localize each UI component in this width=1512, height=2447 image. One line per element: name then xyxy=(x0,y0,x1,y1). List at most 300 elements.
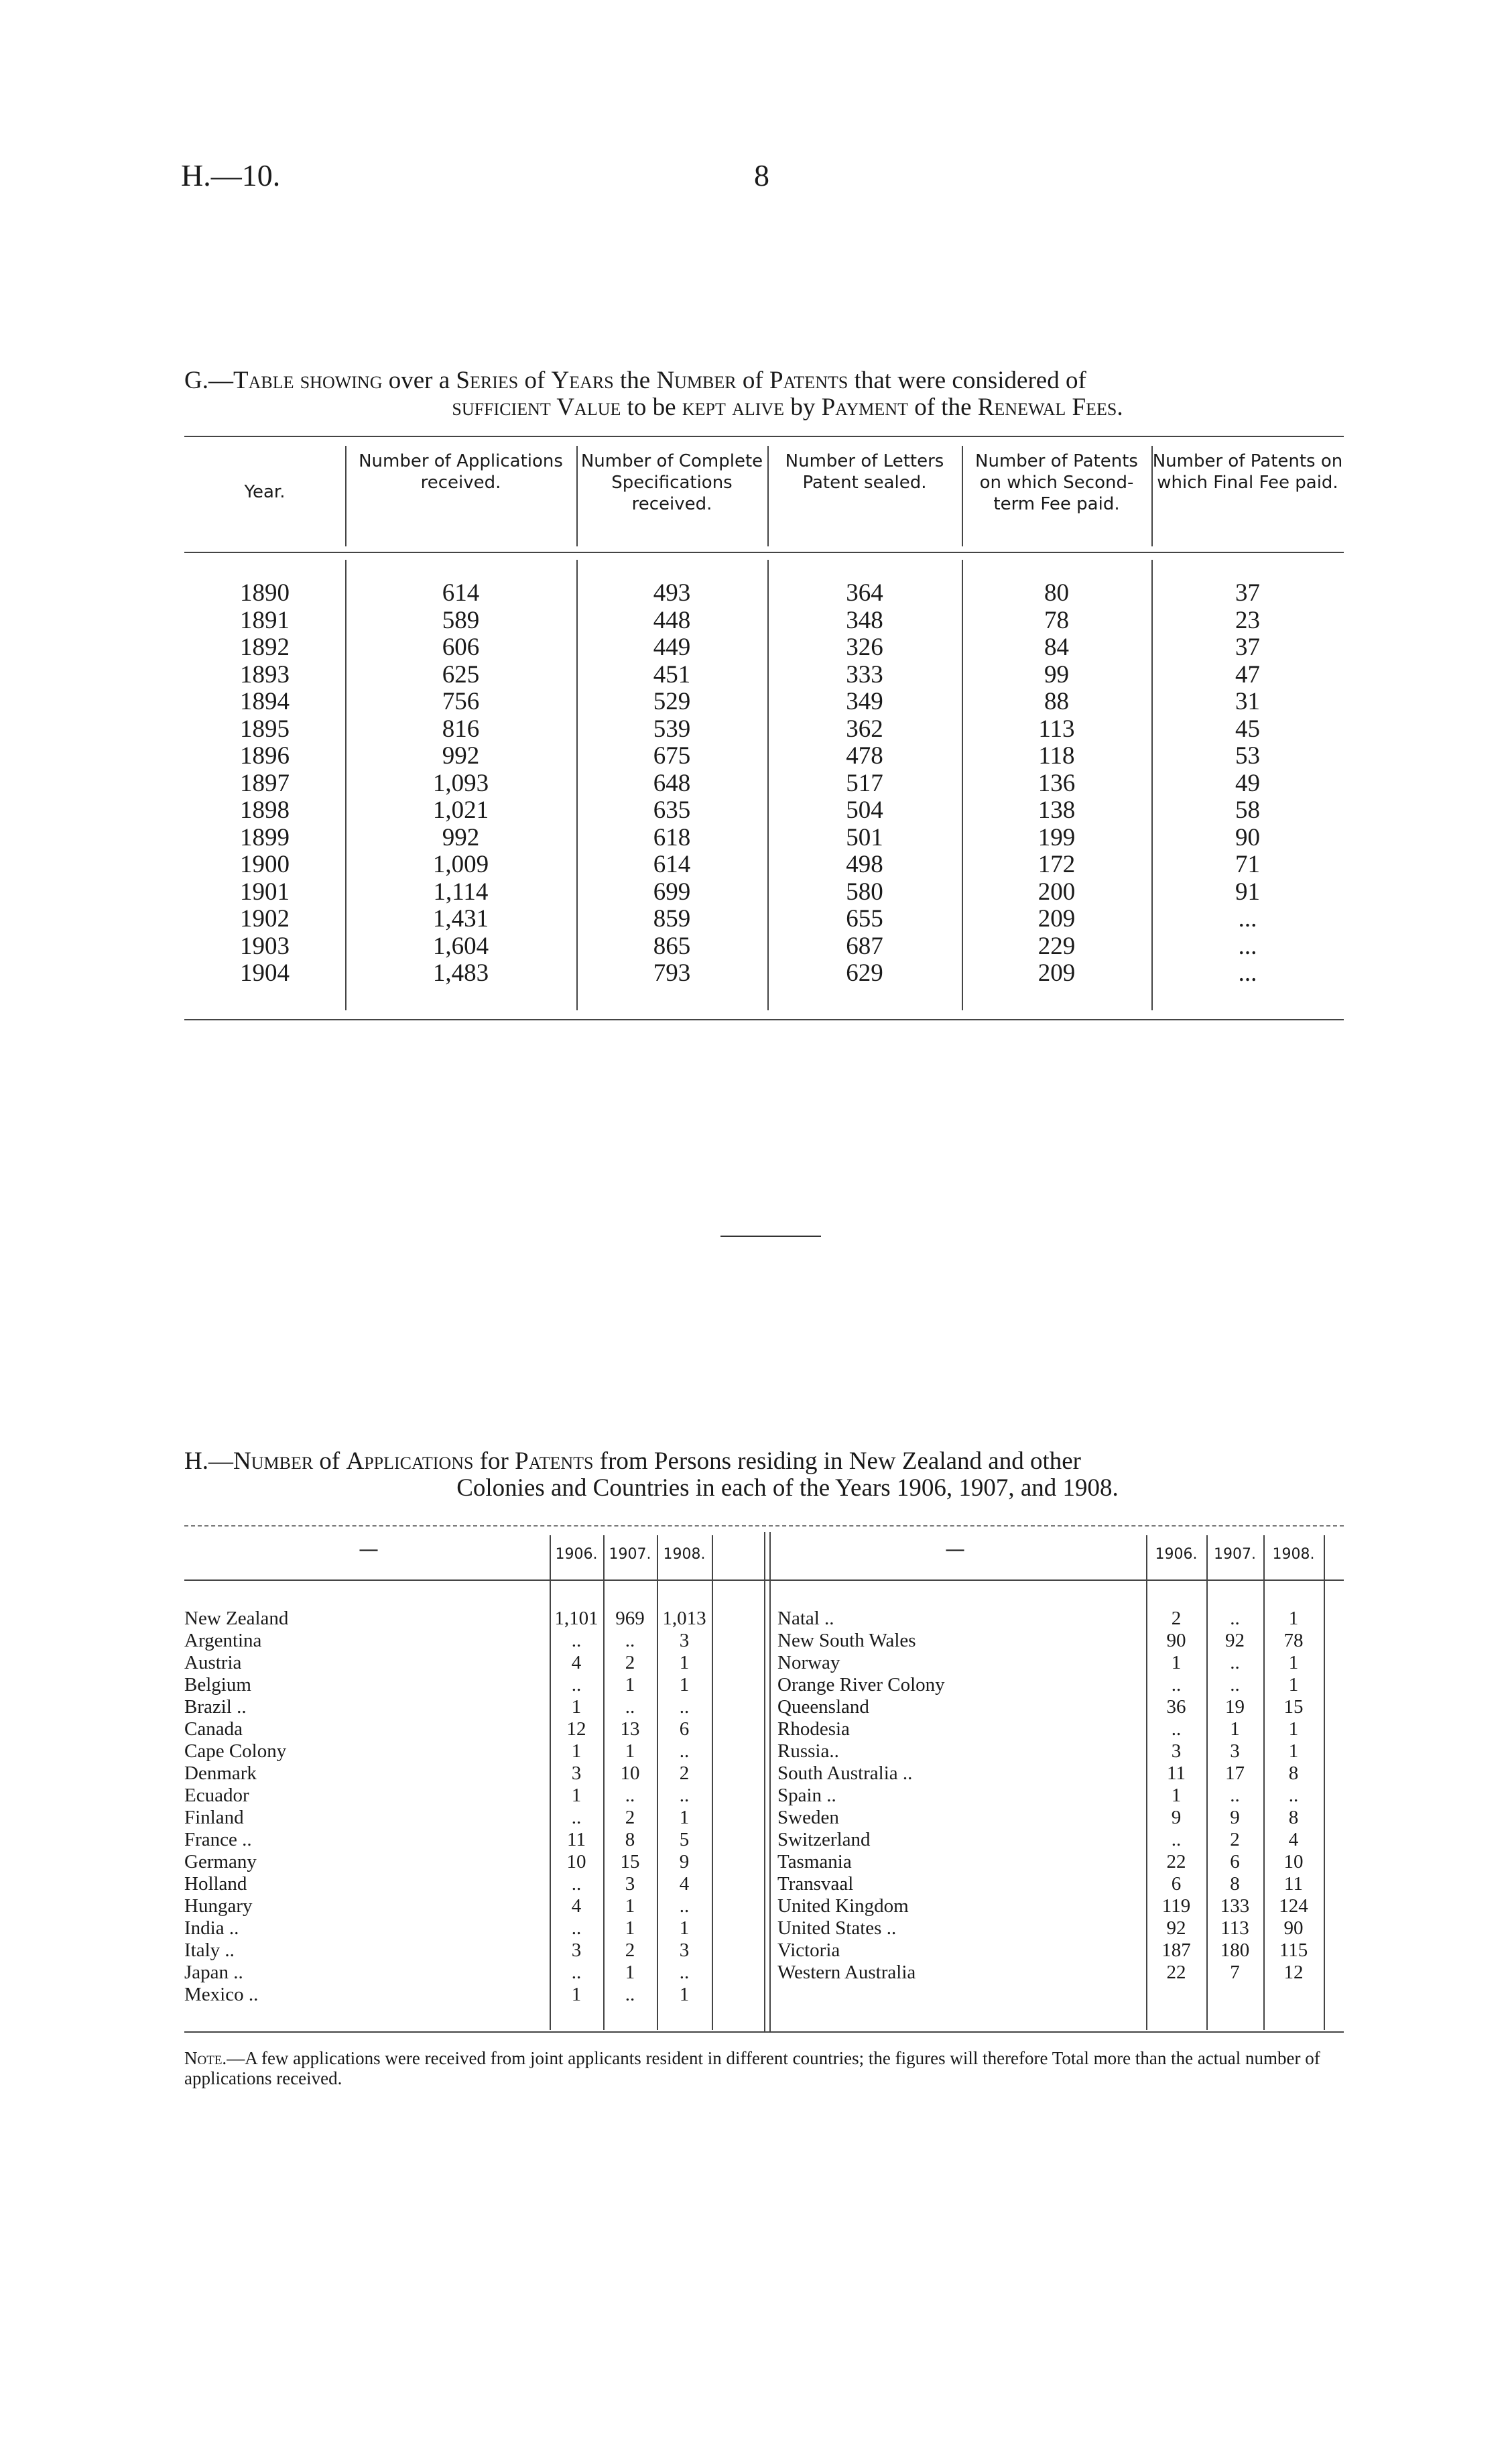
table-cell: 1,101 xyxy=(554,1608,598,1629)
table-cell: 88 xyxy=(1044,688,1069,715)
title-fragment: to be xyxy=(621,394,682,421)
table-cell: 138 xyxy=(1037,796,1076,824)
table-cell: 1 xyxy=(571,1785,582,1806)
table-cell: 3 xyxy=(1171,1740,1182,1762)
table-cell: 1900 xyxy=(240,851,290,878)
country-name: Denmark xyxy=(184,1763,257,1784)
title-fragment: Patents xyxy=(515,1447,594,1475)
table-g-column-header: Number of Patents on which Final Fee paid. xyxy=(1152,451,1343,493)
title-fragment: kept alive xyxy=(682,394,785,421)
country-name: Switzerland xyxy=(777,1829,871,1850)
table-cell: 3 xyxy=(1230,1740,1240,1762)
table-cell: 80 xyxy=(1044,579,1069,607)
table-h-row-right xyxy=(0,1917,1512,1939)
table-row xyxy=(0,879,1512,906)
table-row xyxy=(0,960,1512,987)
table-cell: 1903 xyxy=(240,932,290,960)
country-name: Norway xyxy=(777,1652,840,1673)
table-cell: 6 xyxy=(1171,1873,1182,1895)
table-cell: ... xyxy=(1238,905,1257,933)
table-row xyxy=(0,689,1512,715)
table-cell: 4 xyxy=(571,1895,582,1917)
table-h-row-right xyxy=(0,1674,1512,1696)
table-row xyxy=(0,580,1512,607)
table-cell: .. xyxy=(571,1873,582,1895)
table-cell: 58 xyxy=(1235,796,1260,824)
table-cell: .. xyxy=(571,1917,582,1939)
table-cell: 1904 xyxy=(240,959,290,987)
table-cell: 1 xyxy=(571,1984,582,2005)
table-cell: 15 xyxy=(1283,1696,1304,1718)
table-cell: .. xyxy=(625,1696,635,1718)
table-g-bottom-rule xyxy=(184,1019,1344,1020)
table-cell: 1 xyxy=(1288,1608,1299,1629)
title-fragment: Patents xyxy=(769,367,848,394)
table-cell: 3 xyxy=(571,1763,582,1784)
table-cell: 1,013 xyxy=(662,1608,706,1629)
table-h-note xyxy=(184,2048,1357,2088)
table-row xyxy=(0,797,1512,824)
table-cell: 91 xyxy=(1235,878,1260,906)
country-name: Orange River Colony xyxy=(777,1674,945,1695)
table-cell: 348 xyxy=(846,606,883,634)
table-cell: 1894 xyxy=(240,688,290,715)
title-fragment: by xyxy=(784,394,822,421)
title-fragment: Applications xyxy=(346,1447,474,1475)
table-cell: 606 xyxy=(442,634,480,661)
table-cell: 92 xyxy=(1166,1917,1186,1939)
country-name: Western Australia xyxy=(777,1962,916,1983)
table-row xyxy=(0,662,1512,689)
table-cell: 1 xyxy=(679,1917,690,1939)
table-cell: 200 xyxy=(1037,878,1076,906)
table-cell: 614 xyxy=(653,851,691,878)
table-cell: 580 xyxy=(846,878,883,906)
table-cell: 1 xyxy=(1171,1652,1182,1673)
table-h-year-header: 1908. xyxy=(663,1546,706,1563)
table-cell: 1 xyxy=(679,1674,690,1695)
table-cell: 90 xyxy=(1283,1917,1304,1939)
table-cell: 362 xyxy=(846,715,883,743)
table-cell: 1,604 xyxy=(432,932,489,960)
table-cell: 78 xyxy=(1283,1630,1304,1651)
table-cell: 118 xyxy=(1038,742,1075,770)
table-cell: 1,114 xyxy=(433,878,489,906)
title-fragment: of xyxy=(736,367,769,394)
table-cell: 180 xyxy=(1220,1939,1250,1961)
table-cell: 124 xyxy=(1279,1895,1308,1917)
table-h-row-right xyxy=(0,1873,1512,1895)
table-cell: 625 xyxy=(442,660,480,689)
table-cell: ... xyxy=(1238,932,1257,960)
table-cell: .. xyxy=(1171,1674,1182,1695)
table-cell: 493 xyxy=(653,579,691,607)
table-cell: 1 xyxy=(571,1740,582,1762)
table-cell: 478 xyxy=(846,742,883,770)
table-cell: 53 xyxy=(1235,742,1260,770)
table-g-header-rule xyxy=(184,552,1344,553)
table-cell: 49 xyxy=(1235,769,1260,797)
table-row xyxy=(0,906,1512,933)
table-cell: 9 xyxy=(1230,1807,1240,1828)
country-name: Sweden xyxy=(777,1807,839,1828)
table-cell: 22 xyxy=(1166,1962,1186,1983)
table-cell: 23 xyxy=(1235,606,1260,634)
country-name: Germany xyxy=(184,1851,257,1872)
country-name: Austria xyxy=(184,1652,242,1673)
table-cell: 4 xyxy=(679,1873,690,1895)
table-g-title xyxy=(184,367,1350,421)
table-cell: 133 xyxy=(1220,1895,1250,1917)
country-name: United States .. xyxy=(777,1917,897,1939)
note-text: —A few applications were received from joint applicants resident in different countries; the figures will therefore Total more than the actual number of applications received. xyxy=(184,2048,1320,2088)
title-fragment: G.— xyxy=(184,367,233,394)
table-cell: 10 xyxy=(1283,1851,1304,1872)
table-cell: .. xyxy=(571,1630,582,1651)
table-h-dash-header: — xyxy=(359,1538,379,1561)
page-header-code: H.—10. xyxy=(181,158,281,192)
table-row xyxy=(0,634,1512,661)
country-name: France .. xyxy=(184,1829,252,1850)
title-fragment: of xyxy=(313,1447,346,1475)
table-cell: 9 xyxy=(679,1851,690,1872)
country-name: Queensland xyxy=(777,1696,869,1718)
table-cell: 209 xyxy=(1037,905,1076,933)
table-cell: 9 xyxy=(1171,1807,1182,1828)
table-cell: 84 xyxy=(1044,634,1069,661)
table-cell: 36 xyxy=(1166,1696,1186,1718)
table-cell: 589 xyxy=(442,606,480,634)
table-cell: 90 xyxy=(1166,1630,1186,1651)
table-cell: 1,009 xyxy=(432,851,489,878)
table-cell: 1897 xyxy=(240,769,290,797)
table-cell: 501 xyxy=(846,823,883,851)
table-cell: 1 xyxy=(571,1696,582,1718)
table-cell: 517 xyxy=(846,769,883,797)
table-cell: .. xyxy=(679,1962,690,1983)
table-h-year-header: 1908. xyxy=(1272,1546,1315,1563)
table-cell: 22 xyxy=(1166,1851,1186,1872)
table-cell: 1 xyxy=(1288,1674,1299,1695)
table-g-column-header: Year. xyxy=(244,482,286,502)
country-name: Belgium xyxy=(184,1674,251,1695)
title-fragment: Table showing xyxy=(233,367,383,394)
table-h-year-header: 1907. xyxy=(609,1546,651,1563)
table-cell: 187 xyxy=(1161,1939,1191,1961)
table-row xyxy=(0,770,1512,797)
table-cell: 1892 xyxy=(240,634,290,661)
table-h-row-right xyxy=(0,1608,1512,1630)
table-cell: 3 xyxy=(625,1873,635,1895)
country-name: Cape Colony xyxy=(184,1740,287,1762)
table-cell: 31 xyxy=(1235,688,1260,715)
table-cell: .. xyxy=(625,1785,635,1806)
table-h-dash-header: — xyxy=(945,1538,965,1561)
table-cell: .. xyxy=(625,1630,635,1651)
country-name: Spain .. xyxy=(777,1785,836,1806)
country-name: United Kingdom xyxy=(777,1895,909,1917)
table-h-year-header: 1906. xyxy=(555,1546,598,1563)
table-cell: 1902 xyxy=(240,905,290,933)
table-cell: 15 xyxy=(620,1851,640,1872)
table-cell: 969 xyxy=(615,1608,645,1629)
table-cell: 1 xyxy=(679,1807,690,1828)
table-cell: .. xyxy=(1288,1785,1299,1806)
table-cell: 449 xyxy=(653,634,691,661)
table-h-top-rule xyxy=(184,1525,1344,1527)
title-fragment: the xyxy=(613,367,657,394)
note-label: Note. xyxy=(184,2048,227,2068)
table-cell: 1 xyxy=(1230,1718,1240,1740)
country-name: New Zealand xyxy=(184,1608,289,1629)
table-h-row-right xyxy=(0,1696,1512,1718)
country-name: New South Wales xyxy=(777,1630,916,1651)
table-cell: 71 xyxy=(1235,851,1260,878)
table-cell: 529 xyxy=(653,688,691,715)
table-cell: 1,093 xyxy=(432,769,489,797)
country-name: South Australia .. xyxy=(777,1763,913,1784)
table-row xyxy=(0,716,1512,743)
table-cell: 635 xyxy=(653,796,691,824)
table-cell: 687 xyxy=(846,932,883,960)
title-fragment: from Persons residing in New Zealand and other xyxy=(593,1447,1081,1475)
table-g-column-header: Number of Patents on which Second-term Fee paid. xyxy=(975,451,1138,514)
table-cell: .. xyxy=(1171,1718,1182,1740)
country-name: Ecuador xyxy=(184,1785,249,1806)
table-cell: 3 xyxy=(679,1939,690,1961)
country-name: Rhodesia xyxy=(777,1718,850,1740)
title-fragment: H.— xyxy=(184,1447,233,1475)
table-cell: 451 xyxy=(653,660,691,689)
table-row xyxy=(0,825,1512,851)
table-h-title-line2: Colonies and Countries in each of the Years 1906, 1907, and 1908. xyxy=(456,1474,1119,1502)
table-h-year-header: 1906. xyxy=(1155,1546,1198,1563)
table-cell: 1891 xyxy=(240,606,290,634)
title-fragment: that were considered of xyxy=(848,367,1086,394)
table-cell: 4 xyxy=(1288,1829,1299,1850)
title-fragment: Number xyxy=(656,367,737,394)
table-cell: 992 xyxy=(442,823,480,851)
table-cell: 2 xyxy=(625,1652,635,1673)
table-cell: 8 xyxy=(625,1829,635,1850)
table-cell: .. xyxy=(571,1807,582,1828)
table-cell: 448 xyxy=(653,606,691,634)
title-fragment: Renewal Fees xyxy=(977,394,1117,421)
table-cell: 2 xyxy=(1171,1608,1182,1629)
table-cell: 333 xyxy=(846,660,883,689)
table-cell: 99 xyxy=(1044,660,1069,689)
table-cell: 113 xyxy=(1038,715,1075,743)
table-cell: 8 xyxy=(1230,1873,1240,1895)
table-g-column-header: Number of Applications received. xyxy=(359,451,563,493)
table-cell: 1 xyxy=(1171,1785,1182,1806)
table-cell: 699 xyxy=(653,878,691,906)
table-cell: .. xyxy=(1171,1829,1182,1850)
table-cell: 1 xyxy=(1288,1740,1299,1762)
table-cell: 1890 xyxy=(240,579,290,607)
table-h-row-right xyxy=(0,1895,1512,1917)
table-cell: 11 xyxy=(567,1829,586,1850)
country-name: Natal .. xyxy=(777,1608,834,1629)
table-cell: 1 xyxy=(625,1674,635,1695)
table-cell: 756 xyxy=(442,688,480,715)
table-cell: 37 xyxy=(1235,634,1260,661)
table-cell: .. xyxy=(679,1696,690,1718)
table-cell: 1 xyxy=(679,1652,690,1673)
table-cell: .. xyxy=(679,1740,690,1762)
table-cell: 1 xyxy=(625,1740,635,1762)
table-cell: 1,021 xyxy=(432,796,489,824)
table-cell: .. xyxy=(679,1785,690,1806)
country-name: Mexico .. xyxy=(184,1984,259,2005)
table-cell: .. xyxy=(1230,1608,1240,1629)
table-cell: 2 xyxy=(625,1939,635,1961)
table-h-row-right xyxy=(0,1851,1512,1873)
table-cell: 1895 xyxy=(240,715,290,743)
table-cell: 2 xyxy=(679,1763,690,1784)
country-name: Transvaal xyxy=(777,1873,854,1895)
country-name: Finland xyxy=(184,1807,244,1828)
table-cell: 229 xyxy=(1037,932,1076,960)
table-h-row-right xyxy=(0,1718,1512,1740)
table-cell: 504 xyxy=(846,796,883,824)
table-cell: 1896 xyxy=(240,742,290,770)
country-name: Canada xyxy=(184,1718,243,1740)
country-name: Brazil .. xyxy=(184,1696,247,1718)
table-cell: 629 xyxy=(846,959,883,987)
table-cell: 865 xyxy=(653,932,691,960)
table-cell: 78 xyxy=(1044,606,1069,634)
table-cell: 614 xyxy=(442,579,480,607)
table-h-row-right xyxy=(0,1962,1512,1984)
title-fragment: . xyxy=(1117,394,1123,421)
table-cell: .. xyxy=(571,1674,582,1695)
table-cell: 12 xyxy=(566,1718,586,1740)
table-cell: 1 xyxy=(625,1895,635,1917)
table-cell: 209 xyxy=(1037,959,1076,987)
title-fragment: Number xyxy=(233,1447,314,1475)
table-row xyxy=(0,851,1512,878)
title-fragment: Series xyxy=(456,367,519,394)
table-h-row-left xyxy=(0,1984,1512,2006)
table-cell: 3 xyxy=(679,1630,690,1651)
table-h-year-header: 1907. xyxy=(1214,1546,1256,1563)
table-h-bottom-rule xyxy=(184,2031,1344,2033)
country-name: India .. xyxy=(184,1917,239,1939)
table-cell: 1,431 xyxy=(432,905,489,933)
table-h-title xyxy=(184,1448,1350,1502)
table-cell: 12 xyxy=(1283,1962,1304,1983)
table-h-row-right xyxy=(0,1630,1512,1652)
title-fragment: of xyxy=(518,367,552,394)
table-cell: 1 xyxy=(625,1917,635,1939)
table-cell: 7 xyxy=(1230,1962,1240,1983)
table-h-row-right xyxy=(0,1939,1512,1962)
table-g-column-header: Number of Complete Specifications received. xyxy=(580,451,763,514)
table-cell: 136 xyxy=(1037,769,1076,797)
table-h-row-right xyxy=(0,1763,1512,1785)
table-cell: 498 xyxy=(846,851,883,878)
table-cell: .. xyxy=(1230,1652,1240,1673)
table-cell: 1901 xyxy=(240,878,290,906)
table-h-row-right xyxy=(0,1740,1512,1763)
title-fragment: Years xyxy=(551,367,614,394)
table-cell: 115 xyxy=(1279,1939,1308,1961)
table-cell: 349 xyxy=(846,688,883,715)
table-cell: 648 xyxy=(653,769,691,797)
table-cell: 11 xyxy=(1284,1873,1303,1895)
table-cell: 1 xyxy=(625,1962,635,1983)
table-cell: 618 xyxy=(653,823,691,851)
table-cell: .. xyxy=(1230,1785,1240,1806)
table-cell: 364 xyxy=(846,579,883,607)
table-cell: 1893 xyxy=(240,660,290,689)
table-cell: ... xyxy=(1238,959,1257,987)
country-name: Japan .. xyxy=(184,1962,243,1983)
table-cell: 3 xyxy=(571,1939,582,1961)
table-cell: .. xyxy=(679,1895,690,1917)
country-name: Russia.. xyxy=(777,1740,839,1762)
table-cell: 92 xyxy=(1225,1630,1245,1651)
table-cell: 11 xyxy=(1167,1763,1186,1784)
table-cell: .. xyxy=(571,1962,582,1983)
table-cell: 1 xyxy=(679,1984,690,2005)
table-cell: 655 xyxy=(846,905,883,933)
table-h-row-right xyxy=(0,1652,1512,1674)
table-cell: 10 xyxy=(620,1763,640,1784)
table-cell: 119 xyxy=(1161,1895,1191,1917)
table-cell: 113 xyxy=(1220,1917,1249,1939)
table-cell: 675 xyxy=(653,742,691,770)
country-name: Victoria xyxy=(777,1939,840,1961)
table-cell: 2 xyxy=(1230,1829,1240,1850)
table-cell: 1,483 xyxy=(432,959,489,987)
country-name: Holland xyxy=(184,1873,247,1895)
title-fragment: sufficient Value xyxy=(452,394,621,421)
table-cell: 6 xyxy=(1230,1851,1240,1872)
table-cell: 793 xyxy=(653,959,691,987)
table-cell: 47 xyxy=(1235,660,1260,689)
table-h-row-right xyxy=(0,1785,1512,1807)
country-name: Hungary xyxy=(184,1895,253,1917)
table-cell: 90 xyxy=(1235,823,1260,851)
table-h-row-right xyxy=(0,1807,1512,1829)
table-cell: 13 xyxy=(620,1718,640,1740)
table-cell: .. xyxy=(1230,1674,1240,1695)
table-cell: 816 xyxy=(442,715,480,743)
table-cell: 199 xyxy=(1037,823,1076,851)
table-cell: 172 xyxy=(1037,851,1076,878)
table-cell: 1898 xyxy=(240,796,290,824)
table-cell: .. xyxy=(625,1984,635,2005)
section-separator xyxy=(720,1236,821,1237)
table-cell: 10 xyxy=(566,1851,586,1872)
table-g-top-rule xyxy=(184,436,1344,437)
table-cell: 45 xyxy=(1235,715,1260,743)
table-cell: 19 xyxy=(1225,1696,1245,1718)
table-cell: 539 xyxy=(653,715,691,743)
table-cell: 2 xyxy=(625,1807,635,1828)
title-fragment: of the xyxy=(907,394,978,421)
table-cell: 1 xyxy=(1288,1652,1299,1673)
title-fragment: for xyxy=(473,1447,515,1475)
table-h-row-right xyxy=(0,1829,1512,1851)
table-g-column-header: Number of Letters Patent sealed. xyxy=(785,451,944,493)
table-cell: 1899 xyxy=(240,823,290,851)
table-cell: 992 xyxy=(442,742,480,770)
table-cell: 37 xyxy=(1235,579,1260,607)
table-cell: 17 xyxy=(1225,1763,1245,1784)
